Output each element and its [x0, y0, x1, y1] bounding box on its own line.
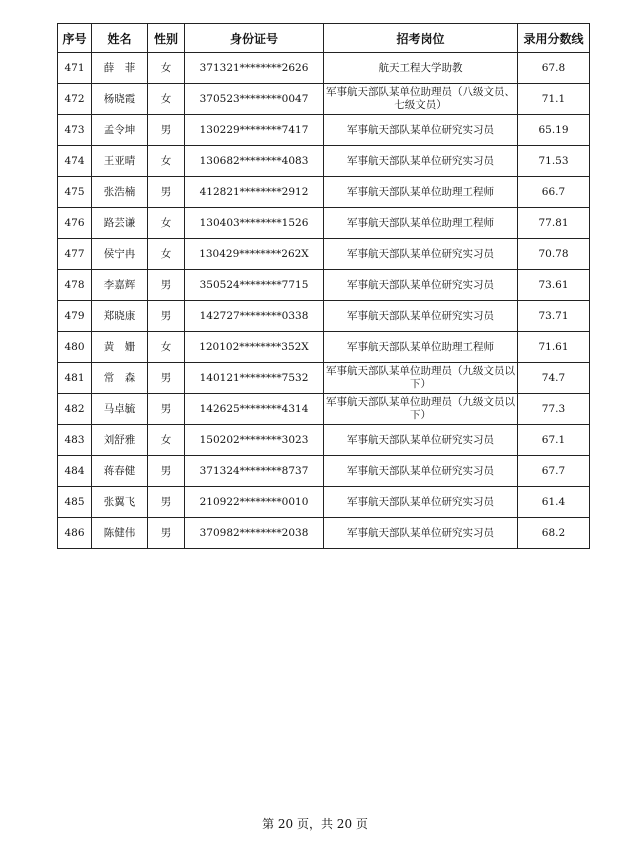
cell-id: 130229********7417	[185, 115, 324, 146]
table-row	[58, 177, 590, 208]
cell-id: 142727********0338	[185, 301, 324, 332]
cell-post: 军事航天部队某单位研究实习员	[324, 115, 518, 146]
table-body	[58, 53, 590, 549]
cell-id: 150202********3023	[185, 425, 324, 456]
cell-name: 蒋春健	[92, 456, 148, 487]
cell-score: 74.7	[518, 363, 590, 394]
table-row	[58, 270, 590, 301]
cell-score: 68.2	[518, 518, 590, 549]
cell-post: 军事航天部队某单位助理员（九级文员以下）	[324, 394, 518, 425]
cell-post: 军事航天部队某单位研究实习员	[324, 518, 518, 549]
cell-name: 常 森	[92, 363, 148, 394]
table-row	[58, 208, 590, 239]
cell-post: 军事航天部队某单位研究实习员	[324, 487, 518, 518]
cell-name: 薛 菲	[92, 53, 148, 84]
table-row	[58, 363, 590, 394]
cell-score: 67.8	[518, 53, 590, 84]
cell-score: 65.19	[518, 115, 590, 146]
table-row	[58, 84, 590, 115]
table-row	[58, 115, 590, 146]
cell-post: 军事航天部队某单位助理工程师	[324, 177, 518, 208]
cell-gender: 男	[148, 394, 185, 425]
cell-gender: 女	[148, 239, 185, 270]
cell-gender: 女	[148, 425, 185, 456]
cell-score: 71.61	[518, 332, 590, 363]
cell-no: 485	[58, 487, 92, 518]
table-row	[58, 53, 590, 84]
cell-id: 370523********0047	[185, 84, 324, 115]
cell-score: 66.7	[518, 177, 590, 208]
cell-gender: 女	[148, 208, 185, 239]
cell-id: 130682********4083	[185, 146, 324, 177]
cell-score: 73.71	[518, 301, 590, 332]
cell-no: 474	[58, 146, 92, 177]
cell-id: 371324********8737	[185, 456, 324, 487]
table-row	[58, 239, 590, 270]
header-no: 序号	[58, 24, 92, 53]
cell-score: 70.78	[518, 239, 590, 270]
cell-no: 475	[58, 177, 92, 208]
cell-id: 371321********2626	[185, 53, 324, 84]
cell-no: 471	[58, 53, 92, 84]
cell-no: 484	[58, 456, 92, 487]
cell-no: 476	[58, 208, 92, 239]
cell-id: 412821********2912	[185, 177, 324, 208]
cell-score: 73.61	[518, 270, 590, 301]
cell-post: 军事航天部队某单位研究实习员	[324, 456, 518, 487]
cell-gender: 男	[148, 177, 185, 208]
cell-post: 航天工程大学助教	[324, 53, 518, 84]
table-row	[58, 332, 590, 363]
table-row	[58, 146, 590, 177]
cell-score: 71.1	[518, 84, 590, 115]
header-name: 姓名	[92, 24, 148, 53]
cell-post: 军事航天部队某单位研究实习员	[324, 301, 518, 332]
cell-gender: 男	[148, 518, 185, 549]
cell-no: 477	[58, 239, 92, 270]
cell-no: 482	[58, 394, 92, 425]
cell-post: 军事航天部队某单位助理工程师	[324, 208, 518, 239]
cell-name: 陈健伟	[92, 518, 148, 549]
cell-name: 路芸谦	[92, 208, 148, 239]
cell-score: 77.3	[518, 394, 590, 425]
cell-post: 军事航天部队某单位研究实习员	[324, 425, 518, 456]
table-row	[58, 487, 590, 518]
cell-no: 473	[58, 115, 92, 146]
table-row	[58, 518, 590, 549]
table-row	[58, 394, 590, 425]
cell-no: 483	[58, 425, 92, 456]
cell-name: 张翼飞	[92, 487, 148, 518]
cell-gender: 女	[148, 146, 185, 177]
cell-id: 130429********262X	[185, 239, 324, 270]
cell-id: 142625********4314	[185, 394, 324, 425]
cell-gender: 女	[148, 332, 185, 363]
cell-score: 67.1	[518, 425, 590, 456]
cell-name: 李嘉辉	[92, 270, 148, 301]
table-row	[58, 425, 590, 456]
cell-score: 71.53	[518, 146, 590, 177]
page-footer: 第 20 页，共 20 页	[262, 817, 368, 831]
cell-name: 王亚晴	[92, 146, 148, 177]
cell-post: 军事航天部队某单位研究实习员	[324, 270, 518, 301]
table-row	[58, 301, 590, 332]
results-table	[57, 23, 590, 549]
cell-name: 刘舒雅	[92, 425, 148, 456]
header-row	[58, 24, 590, 53]
table-row	[58, 456, 590, 487]
cell-gender: 男	[148, 487, 185, 518]
header-post: 招考岗位	[324, 24, 518, 53]
cell-gender: 女	[148, 84, 185, 115]
cell-id: 370982********2038	[185, 518, 324, 549]
cell-gender: 男	[148, 363, 185, 394]
cell-name: 侯宁冉	[92, 239, 148, 270]
cell-id: 120102********352X	[185, 332, 324, 363]
cell-score: 67.7	[518, 456, 590, 487]
cell-id: 350524********7715	[185, 270, 324, 301]
cell-gender: 男	[148, 456, 185, 487]
cell-post: 军事航天部队某单位助理员（八级文员、七级文员）	[324, 84, 518, 115]
cell-name: 马卓毓	[92, 394, 148, 425]
header-gender: 性别	[148, 24, 185, 53]
cell-gender: 男	[148, 301, 185, 332]
cell-name: 郑晓康	[92, 301, 148, 332]
cell-post: 军事航天部队某单位研究实习员	[324, 239, 518, 270]
cell-gender: 男	[148, 270, 185, 301]
cell-name: 黄 姗	[92, 332, 148, 363]
cell-score: 61.4	[518, 487, 590, 518]
cell-post: 军事航天部队某单位助理工程师	[324, 332, 518, 363]
cell-post: 军事航天部队某单位助理员（九级文员以下）	[324, 363, 518, 394]
cell-gender: 女	[148, 53, 185, 84]
cell-score: 77.81	[518, 208, 590, 239]
cell-post: 军事航天部队某单位研究实习员	[324, 146, 518, 177]
cell-id: 140121********7532	[185, 363, 324, 394]
cell-name: 杨晓霞	[92, 84, 148, 115]
cell-no: 472	[58, 84, 92, 115]
cell-no: 481	[58, 363, 92, 394]
header-id: 身份证号	[185, 24, 324, 53]
cell-no: 480	[58, 332, 92, 363]
cell-id: 130403********1526	[185, 208, 324, 239]
cell-gender: 男	[148, 115, 185, 146]
cell-name: 孟令坤	[92, 115, 148, 146]
cell-no: 478	[58, 270, 92, 301]
cell-name: 张浩楠	[92, 177, 148, 208]
cell-no: 486	[58, 518, 92, 549]
header-score: 录用分数线	[518, 24, 590, 53]
cell-id: 210922********0010	[185, 487, 324, 518]
cell-no: 479	[58, 301, 92, 332]
